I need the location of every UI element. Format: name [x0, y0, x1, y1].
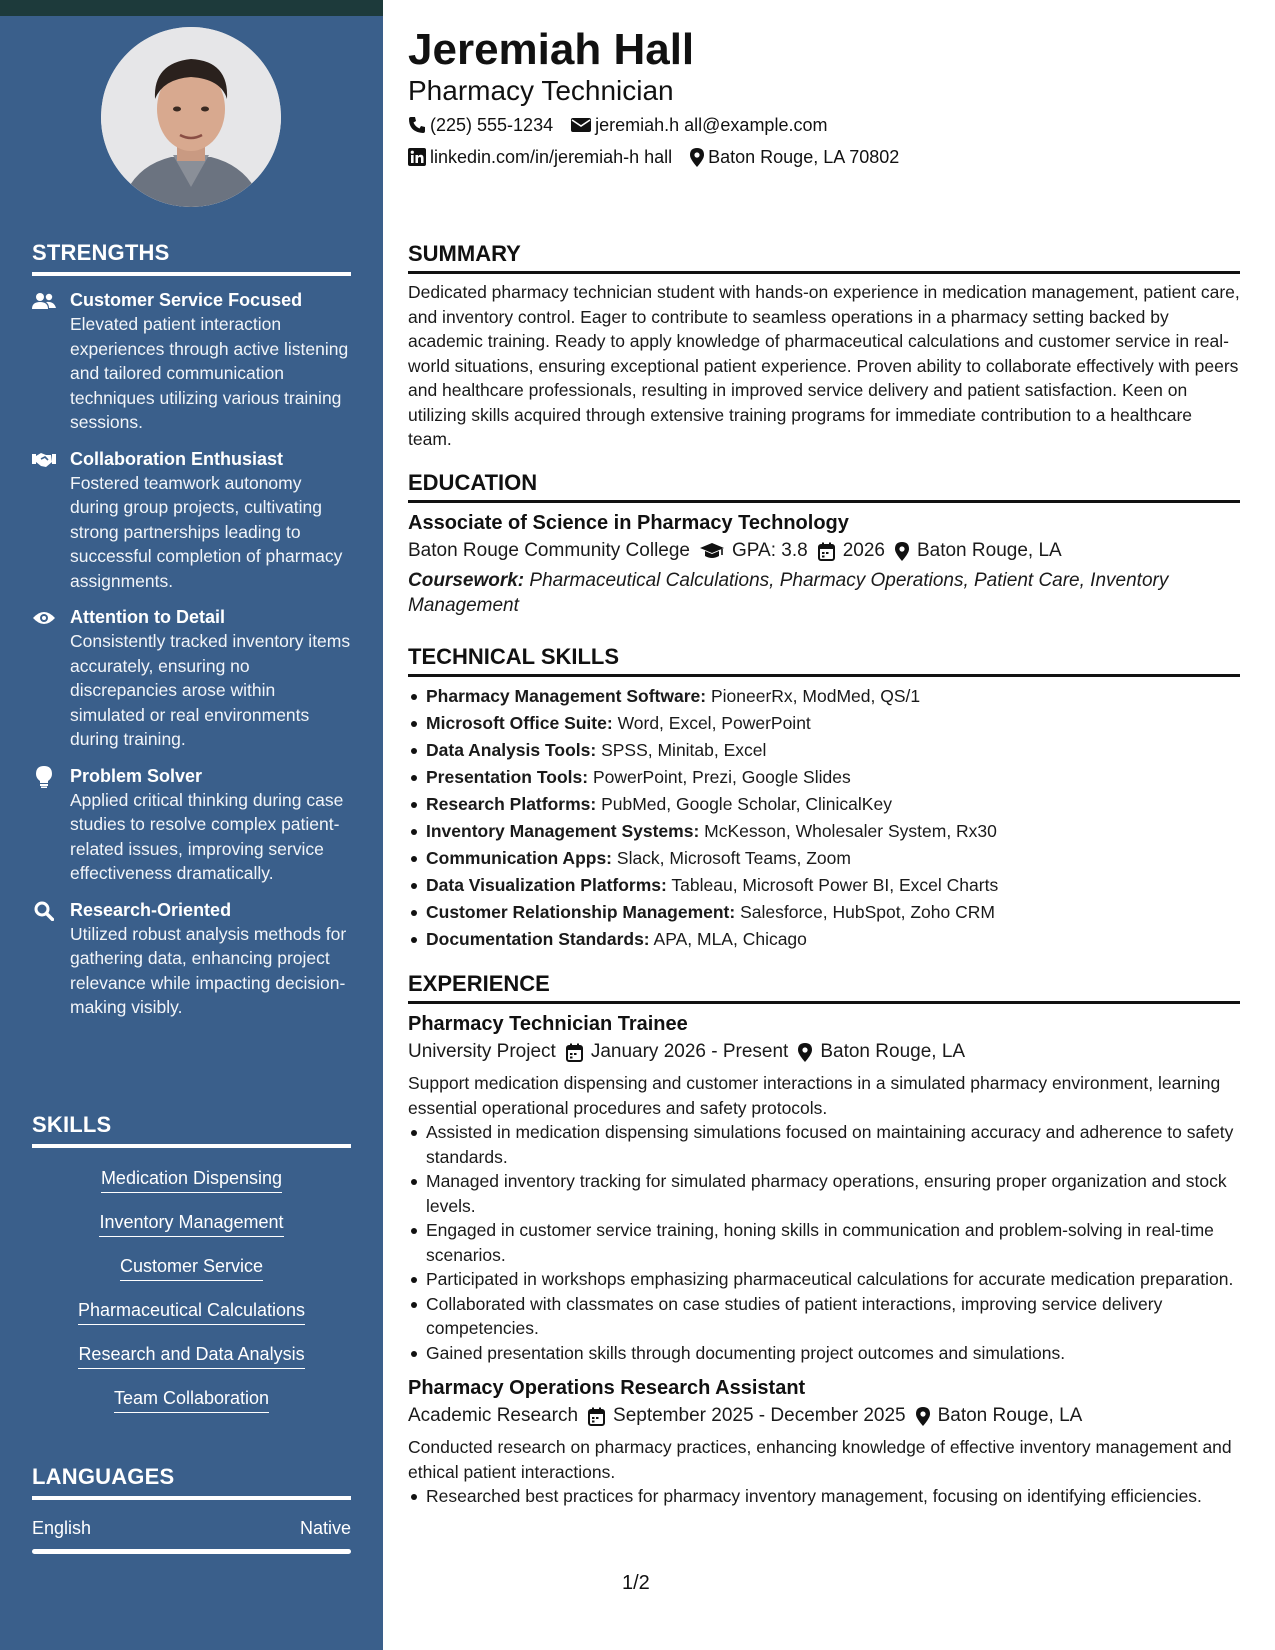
job-bullet: Gained presentation skills through documenting project outcomes and simulations. [408, 1341, 1240, 1366]
skill-values: SPSS, Minitab, Excel [601, 740, 767, 760]
strength-title: Collaboration Enthusiast [70, 448, 284, 469]
experience-heading: EXPERIENCE [408, 970, 1240, 1004]
strength-description: Applied critical thinking during case studies to resolve complex patient-related issues, improving service effectiveness dramatically. [70, 789, 344, 883]
experience-section [408, 970, 1240, 1509]
coursework-label: Coursework: [408, 570, 525, 591]
job-location: Baton Rouge, LA [937, 1405, 1083, 1426]
strengths-section [32, 240, 351, 1020]
skill-category: Data Visualization Platforms: [426, 875, 667, 895]
job-dates-item [566, 1038, 789, 1066]
job-summary: Support medication dispensing and customer interactions in a simulated pharmacy environment, learning essential operational procedures and safety protocols. [408, 1073, 1221, 1118]
skill-tag: Medication Dispensing [101, 1166, 282, 1193]
technical-skill-item [408, 737, 1240, 764]
candidate-role: Pharmacy Technician [408, 75, 674, 106]
strength-title: Problem Solver [70, 765, 203, 786]
skill-tag: Research and Data Analysis [78, 1342, 304, 1369]
job-meta [408, 1402, 1240, 1430]
sidebar [0, 0, 383, 1650]
degree-title: Associate of Science in Pharmacy Technology [408, 512, 849, 534]
technical-skill-item [408, 818, 1240, 845]
job-entry [408, 1374, 1240, 1509]
search-icon [32, 900, 56, 922]
skill-values: APA, MLA, Chicago [653, 929, 807, 949]
location-contact [690, 145, 899, 169]
email-text[interactable]: jeremiah.h all@example.com [595, 115, 828, 135]
skill-category: Microsoft Office Suite: [426, 713, 613, 733]
email-contact[interactable] [571, 113, 827, 137]
job-organization: University Project [408, 1041, 556, 1062]
job-dates: January 2026 - Present [590, 1041, 789, 1062]
calendar-icon [818, 542, 835, 561]
profile-photo [101, 27, 281, 207]
phone-text: (225) 555-1234 [430, 115, 554, 135]
job-bullet: Managed inventory tracking for simulated pharmacy operations, ensuring proper organization and stock levels. [408, 1169, 1240, 1218]
job-bullet: Researched best practices for pharmacy inventory management, focusing on identifying efficiencies. [408, 1484, 1240, 1509]
skill-category: Presentation Tools: [426, 767, 589, 787]
skill-tag: Customer Service [120, 1254, 263, 1281]
skill-tag: Team Collaboration [114, 1386, 269, 1413]
graduation-cap-icon [700, 542, 724, 560]
skill-values: Word, Excel, PowerPoint [617, 713, 811, 733]
skill-category: Research Platforms: [426, 794, 597, 814]
job-summary: Conducted research on pharmacy practices, enhancing knowledge of effective inventory management and ethical patient interactions. [408, 1437, 1232, 1482]
graduation-year: 2026 [842, 540, 885, 561]
job-organization: Academic Research [408, 1405, 579, 1426]
technical-skill-item [408, 926, 1240, 953]
technical-skill-item [408, 791, 1240, 818]
linkedin-icon [408, 148, 426, 166]
map-pin-icon [690, 148, 704, 167]
strength-title: Research-Oriented [70, 899, 232, 920]
job-location-item [916, 1402, 1083, 1430]
job-bullet: Participated in workshops emphasizing pharmaceutical calculations for accurate medication preparation. [408, 1267, 1240, 1292]
job-title: Pharmacy Operations Research Assistant [408, 1377, 806, 1399]
education-section [408, 469, 1240, 618]
language-row [32, 1518, 351, 1539]
job-entry [408, 1010, 1240, 1365]
education-heading: EDUCATION [408, 469, 1240, 503]
phone-contact [408, 113, 553, 137]
job-bullets [408, 1120, 1240, 1365]
job-location-item [798, 1038, 965, 1066]
eye-icon [32, 607, 56, 629]
skill-category: Data Analysis Tools: [426, 740, 597, 760]
language-level-bar [32, 1549, 351, 1554]
skill-values: Slack, Microsoft Teams, Zoom [616, 848, 851, 868]
envelope-icon [571, 117, 591, 133]
skill-category: Customer Relationship Management: [426, 902, 736, 922]
skills-section [32, 1112, 351, 1422]
job-bullet: Collaborated with classmates on case studies of patient interactions, improving service delivery competencies. [408, 1292, 1240, 1341]
handshake-icon [32, 449, 56, 471]
calendar-icon [566, 1043, 583, 1062]
technical-skills-heading: TECHNICAL SKILLS [408, 643, 1240, 677]
strength-description: Consistently tracked inventory items accurately, ensuring no discrepancies arose within simulated or real environments during training. [70, 631, 351, 749]
strength-title: Customer Service Focused [70, 290, 303, 310]
education-location-item [895, 537, 1062, 565]
sidebar-top-bar [0, 0, 383, 16]
linkedin-text[interactable]: linkedin.com/in/jeremiah-h hall [430, 147, 673, 167]
skill-tag: Pharmaceutical Calculations [78, 1298, 305, 1325]
strength-item [32, 605, 351, 752]
skill-values: Tableau, Microsoft Power BI, Excel Charts [671, 875, 999, 895]
language-name: English [32, 1518, 92, 1538]
contact-row-1 [408, 113, 827, 137]
technical-skill-item [408, 899, 1240, 926]
strength-description: Fostered teamwork autonomy during group projects, cultivating strong partnerships leading to successful completion of pharmacy assignments. [70, 472, 343, 591]
technical-skill-item [408, 710, 1240, 737]
strength-item [32, 764, 351, 886]
strength-item [32, 288, 351, 435]
technical-skill-item [408, 764, 1240, 791]
technical-skills-list [408, 683, 1240, 953]
skill-tag: Inventory Management [99, 1210, 283, 1237]
technical-skill-item [408, 845, 1240, 872]
candidate-name: Jeremiah Hall [408, 25, 695, 74]
strengths-heading: STRENGTHS [32, 240, 351, 276]
languages-section [32, 1464, 351, 1554]
year-item [818, 537, 885, 565]
phone-icon [408, 116, 426, 134]
technical-skill-item [408, 872, 1240, 899]
skill-values: PubMed, Google Scholar, ClinicalKey [601, 794, 892, 814]
map-pin-icon [895, 542, 909, 561]
job-bullet: Assisted in medication dispensing simulations focused on maintaining accuracy and adherence to safety standards. [408, 1120, 1240, 1169]
skill-category: Pharmacy Management Software: [426, 686, 707, 706]
coursework-text: Pharmaceutical Calculations, Pharmacy Operations, Patient Care, Inventory Management [408, 570, 1169, 616]
language-level: Native [299, 1518, 351, 1538]
page-number: 1/2 [622, 1572, 650, 1594]
job-title: Pharmacy Technician Trainee [408, 1013, 688, 1035]
education-location: Baton Rouge, LA [916, 540, 1062, 561]
languages-heading: LANGUAGES [32, 1464, 351, 1500]
skill-category: Communication Apps: [426, 848, 613, 868]
gpa-text: GPA: 3.8 [732, 540, 808, 561]
job-bullet: Engaged in customer service training, honing skills in communication and problem-solving in real-time scenarios. [408, 1218, 1240, 1267]
calendar-icon [588, 1407, 605, 1426]
gpa-item [700, 537, 808, 565]
summary-text: Dedicated pharmacy technician student with hands-on experience in medication management, patient care, and inventory control. Eager to contribute to seamless operations in a pharmacy setting backed by academic training. Ready to apply knowledge of pharmaceutical calculations and customer service in real-world situations, ensuring exceptional patient experience. Proven ability to collaborate effectively with peers and healthcare professionals, resulting in improved service delivery and patient satisfaction. Keen on utilizing skills acquired through extensive training programs for immediate contribution to a healthcare team. [408, 282, 1240, 449]
coursework [408, 568, 1240, 618]
skill-category: Inventory Management Systems: [426, 821, 700, 841]
job-bullets [408, 1484, 1240, 1509]
job-dates: September 2025 - December 2025 [613, 1405, 906, 1426]
skills-heading: SKILLS [32, 1112, 351, 1148]
avatar-illustration [101, 27, 281, 207]
strength-item [32, 898, 351, 1020]
skill-values: PowerPoint, Prezi, Google Slides [592, 767, 851, 787]
location-text: Baton Rouge, LA 70802 [708, 147, 900, 167]
map-pin-icon [798, 1043, 812, 1062]
school-name: Baton Rouge Community College [408, 540, 690, 561]
skill-category: Documentation Standards: [426, 929, 650, 949]
job-dates-item [588, 1402, 906, 1430]
lightbulb-icon [32, 766, 56, 788]
job-meta [408, 1038, 1240, 1066]
technical-skills-section [408, 643, 1240, 953]
job-location: Baton Rouge, LA [820, 1041, 966, 1062]
strength-description: Elevated patient interaction experiences through active listening and tailored communication techniques utilizing various training sessions. [70, 314, 349, 432]
skill-values: McKesson, Wholesaler System, Rx30 [704, 821, 997, 841]
strength-description: Utilized robust analysis methods for gathering data, enhancing project relevance while impacting decision-making visibly. [70, 923, 347, 1017]
skill-values: PioneerRx, ModMed, QS/1 [710, 686, 921, 706]
technical-skill-item [408, 683, 1240, 710]
summary-section [408, 240, 1240, 452]
skills-list [32, 1158, 351, 1422]
linkedin-contact[interactable] [408, 145, 672, 169]
map-pin-icon [916, 1407, 930, 1426]
strength-title: Attention to Detail [70, 607, 225, 627]
users-icon [32, 290, 56, 312]
contact-row-2 [408, 145, 899, 169]
strength-item [32, 447, 351, 594]
education-meta [408, 537, 1240, 565]
skill-values: Salesforce, HubSpot, Zoho CRM [740, 902, 995, 922]
summary-heading: SUMMARY [408, 240, 1240, 274]
